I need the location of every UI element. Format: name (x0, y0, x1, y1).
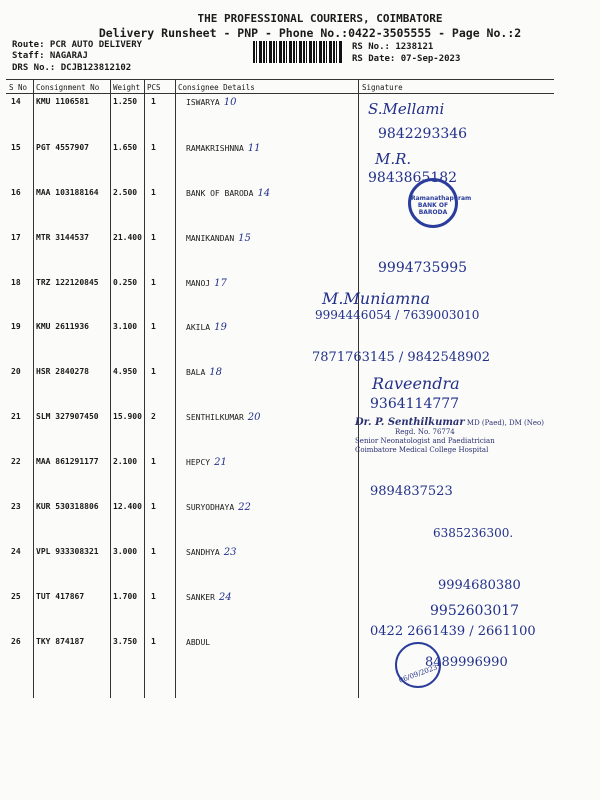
row-consignment: KUR 530318806 (36, 502, 99, 511)
row-signature: M.Muniamna (322, 289, 431, 308)
col-consignee: Consignee Details (178, 83, 255, 92)
row-consignment: HSR 2840278 (36, 367, 89, 376)
consignee-hand-number: 10 (223, 97, 237, 108)
row-sno: 21 (11, 412, 21, 421)
header-bottom-rule (6, 93, 554, 94)
doctor-reg: Regd. No. 76774 (395, 428, 455, 436)
consignee-name: MANOJ (186, 279, 211, 288)
row-phone: 9843865182 (368, 170, 458, 186)
consignee-hand-number: 20 (247, 412, 261, 423)
row-pcs: 1 (151, 322, 156, 331)
row-sno: 26 (11, 637, 21, 646)
row-weight: 2.100 (113, 457, 138, 466)
row-pcs: 1 (151, 592, 156, 601)
consignee-hand-number: 14 (257, 188, 271, 199)
row-phone: 9364114777 (370, 396, 460, 412)
row-pcs: 1 (151, 233, 156, 242)
row-pcs: 1 (151, 97, 156, 106)
consignee-hand-number: 24 (218, 592, 232, 603)
company-title: THE PROFESSIONAL COURIERS, COIMBATORE (197, 12, 443, 25)
consignee-name: HEPCY (186, 458, 211, 467)
row-consignment: TRZ 122120845 (36, 278, 99, 287)
consignee-hand-number: 19 (214, 322, 227, 333)
consignee-name: SENTHILKUMAR (186, 413, 244, 422)
rs-number: RS No.: 1238121 (352, 42, 434, 52)
row-phone: 8489996990 (425, 655, 508, 670)
row-consignee (186, 412, 261, 423)
row-date-note: 06/09/2023 (397, 663, 439, 685)
row-sno: 23 (11, 502, 21, 511)
consignee-name: SURYODHAYA (186, 503, 235, 512)
row-phone: 7871763145 / 9842548902 (312, 350, 491, 365)
row-signature: S.Mellami (368, 100, 445, 118)
drs-number: DRS No.: DCJB123812102 (12, 63, 132, 73)
row-pcs: 1 (151, 367, 156, 376)
row-consignment: TUT 417867 (36, 592, 85, 601)
doctor-title: Senior Neonatologist and Paediatrician (355, 437, 495, 445)
consignee-name: BALA (186, 368, 206, 377)
row-phone: 9842293346 (378, 126, 468, 142)
row-sno: 25 (11, 592, 21, 601)
col-rule (33, 79, 34, 698)
row-weight: 15.900 (113, 412, 142, 421)
row-weight: 12.400 (113, 502, 142, 511)
staff-label: Staff: NAGARAJ (12, 51, 88, 61)
col-weight: Weight (113, 83, 141, 92)
row-weight: 1.650 (113, 143, 138, 152)
row-consignment: MAA 103188164 (36, 188, 99, 197)
doctor-hospital: Coimbatore Medical College Hospital (355, 446, 489, 454)
row-pcs: 1 (151, 188, 156, 197)
route-label: Route: PCR AUTO DELIVERY (12, 40, 143, 50)
row-consignee (186, 592, 232, 603)
row-sno: 20 (11, 367, 21, 376)
row-weight: 0.250 (113, 278, 138, 287)
consignee-name: RAMAKRISHNNA (186, 144, 244, 153)
row-consignment: SLM 327907450 (36, 412, 99, 421)
col-pcs: PCS (147, 83, 161, 92)
row-sno: 19 (11, 322, 21, 331)
row-weight: 4.950 (113, 367, 138, 376)
consignee-name: MANIKANDAN (186, 234, 235, 243)
consignee-name: AKILA (186, 323, 211, 332)
row-weight: 21.400 (113, 233, 142, 242)
bank-stamp-line2: BANK OF BARODA (417, 202, 449, 216)
row-pcs: 1 (151, 547, 156, 556)
row-pcs: 2 (151, 412, 156, 421)
consignee-name: ISWARYA (186, 98, 220, 107)
row-phone: 9994735995 (378, 260, 468, 276)
col-signature: Signature (362, 83, 403, 92)
row-pcs: 1 (151, 637, 156, 646)
row-weight: 3.100 (113, 322, 138, 331)
row-phone: 9994446054 / 7639003010 (315, 308, 480, 322)
consignee-hand-number: 22 (238, 502, 251, 513)
consignee-hand-number: 23 (223, 547, 237, 558)
row-consignee (186, 143, 261, 154)
row-phone: 6385236300. (433, 526, 514, 540)
row-phone-alt: 0422 2661439 / 2661100 (370, 624, 536, 639)
row-sno: 18 (11, 278, 21, 287)
row-sno: 14 (11, 97, 21, 106)
consignee-name: BANK OF BARODA (186, 189, 254, 198)
row-consignee (186, 233, 251, 244)
row-weight: 2.500 (113, 188, 138, 197)
row-sno: 22 (11, 457, 21, 466)
doctor-name: Dr. P. Senthilkumar (355, 417, 465, 428)
row-signature: M.R. (375, 150, 412, 168)
consignee-name: SANKER (186, 593, 215, 602)
consignee-hand-number: 18 (209, 367, 222, 378)
bank-stamp-line1: Ramanathapuram (411, 195, 472, 202)
row-consignment: KMU 2611936 (36, 322, 89, 331)
row-consignment: KMU 1106581 (36, 97, 89, 106)
consignee-hand-number: 11 (247, 143, 261, 154)
row-consignment: TKY 874187 (36, 637, 85, 646)
bank-stamp (408, 178, 472, 228)
barcode (253, 41, 343, 63)
row-phone: 9994680380 (438, 578, 521, 593)
rs-date: RS Date: 07-Sep-2023 (352, 54, 461, 64)
row-sno: 17 (11, 233, 21, 242)
row-weight: 3.750 (113, 637, 138, 646)
row-phone: 9894837523 (370, 484, 453, 499)
col-rule (110, 79, 111, 698)
row-sno: 16 (11, 188, 21, 197)
row-pcs: 1 (151, 278, 156, 287)
row-consignee (186, 502, 251, 513)
row-consignment: VPL 933308321 (36, 547, 99, 556)
col-rule (358, 79, 359, 698)
row-weight: 1.250 (113, 97, 138, 106)
row-consignee (186, 637, 214, 648)
col-rule (175, 79, 176, 698)
row-consignee (186, 278, 227, 289)
row-weight: 3.000 (113, 547, 138, 556)
doctor-degree: MD (Paed), DM (Neo) (466, 419, 544, 427)
col-rule (144, 79, 145, 698)
row-consignee (186, 367, 222, 378)
row-consignee (186, 97, 236, 108)
round-stamp (395, 642, 441, 688)
row-consignment: PGT 4557907 (36, 143, 89, 152)
row-consignee (186, 322, 227, 333)
consignee-name: ABDUL (186, 638, 211, 647)
row-weight: 1.700 (113, 592, 138, 601)
consignee-hand-number: 15 (238, 233, 251, 244)
row-consignee (186, 188, 270, 199)
row-signature: Raveendra (372, 374, 460, 393)
row-sno: 24 (11, 547, 21, 556)
table-top-rule (6, 79, 554, 80)
row-pcs: 1 (151, 143, 156, 152)
row-consignment: MAA 861291177 (36, 457, 99, 466)
row-consignee (186, 457, 227, 468)
row-consignment: MTR 3144537 (36, 233, 89, 242)
row-phone: 9952603017 (430, 603, 520, 619)
col-consignment: Consignment No (36, 83, 100, 92)
row-pcs: 1 (151, 457, 156, 466)
doctor-stamp (355, 418, 544, 455)
row-consignee (186, 547, 236, 558)
row-pcs: 1 (151, 502, 156, 511)
consignee-name: SANDHYA (186, 548, 220, 557)
consignee-hand-number: 17 (214, 278, 227, 289)
runsheet-title: Delivery Runsheet - PNP - Phone No.:0422-3505555 - Page No.:2 (98, 26, 522, 40)
row-sno: 15 (11, 143, 21, 152)
col-sno: S No (9, 83, 28, 92)
consignee-hand-number: 21 (214, 457, 227, 468)
